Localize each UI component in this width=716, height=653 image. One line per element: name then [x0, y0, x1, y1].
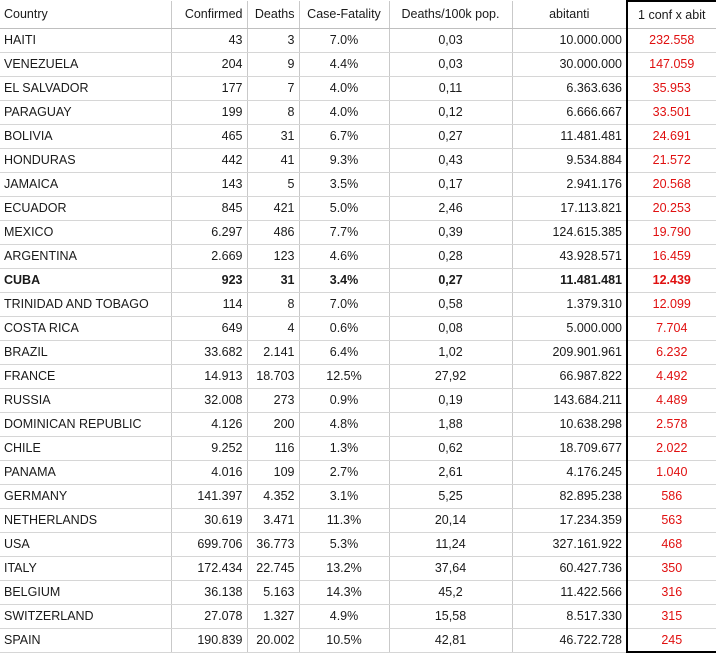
- cell-country: VENEZUELA: [0, 52, 171, 76]
- table-row: [0, 124, 716, 148]
- cell-country: JAMAICA: [0, 172, 171, 196]
- cell-case-fatality: 5.3%: [299, 532, 389, 556]
- cell-case-fatality: 9.3%: [299, 148, 389, 172]
- table-row: [0, 556, 716, 580]
- cell-conf-per-abit: 4.492: [627, 364, 716, 388]
- cell-confirmed: 43: [171, 28, 247, 52]
- cell-confirmed: 141.397: [171, 484, 247, 508]
- cell-deaths: 20.002: [247, 628, 299, 652]
- cell-conf-per-abit: 33.501: [627, 100, 716, 124]
- header-confirmed: Confirmed: [171, 1, 247, 28]
- cell-case-fatality: 4.4%: [299, 52, 389, 76]
- cell-deaths-per-100k: 0,43: [389, 148, 512, 172]
- cell-case-fatality: 4.6%: [299, 244, 389, 268]
- cell-deaths-per-100k: 1,88: [389, 412, 512, 436]
- table-row: [0, 28, 716, 52]
- cell-country: BRAZIL: [0, 340, 171, 364]
- cell-conf-per-abit: 24.691: [627, 124, 716, 148]
- cell-deaths: 200: [247, 412, 299, 436]
- cell-country: CUBA: [0, 268, 171, 292]
- cell-abitanti: 18.709.677: [512, 436, 627, 460]
- cell-country: COSTA RICA: [0, 316, 171, 340]
- cell-abitanti: 11.422.566: [512, 580, 627, 604]
- header-abitanti: abitanti: [512, 1, 627, 28]
- table-row: [0, 532, 716, 556]
- table-row: [0, 52, 716, 76]
- cell-deaths: 31: [247, 268, 299, 292]
- cell-abitanti: 124.615.385: [512, 220, 627, 244]
- cell-deaths: 4: [247, 316, 299, 340]
- cell-deaths: 273: [247, 388, 299, 412]
- cell-deaths-per-100k: 0,08: [389, 316, 512, 340]
- cell-deaths: 5.163: [247, 580, 299, 604]
- cell-country: DOMINICAN REPUBLIC: [0, 412, 171, 436]
- cell-conf-per-abit: 316: [627, 580, 716, 604]
- cell-conf-per-abit: 315: [627, 604, 716, 628]
- cell-country: TRINIDAD AND TOBAGO: [0, 292, 171, 316]
- cell-case-fatality: 4.0%: [299, 100, 389, 124]
- cell-confirmed: 4.126: [171, 412, 247, 436]
- cell-deaths-per-100k: 0,27: [389, 268, 512, 292]
- cell-country: NETHERLANDS: [0, 508, 171, 532]
- cell-conf-per-abit: 468: [627, 532, 716, 556]
- cell-deaths: 9: [247, 52, 299, 76]
- cell-conf-per-abit: 35.953: [627, 76, 716, 100]
- cell-confirmed: 699.706: [171, 532, 247, 556]
- header-case-fatality: Case-Fatality: [299, 1, 389, 28]
- cell-conf-per-abit: 21.572: [627, 148, 716, 172]
- cell-case-fatality: 13.2%: [299, 556, 389, 580]
- cell-conf-per-abit: 232.558: [627, 28, 716, 52]
- cell-deaths: 31: [247, 124, 299, 148]
- cell-case-fatality: 4.8%: [299, 412, 389, 436]
- cell-confirmed: 845: [171, 196, 247, 220]
- table-row: [0, 604, 716, 628]
- cell-confirmed: 14.913: [171, 364, 247, 388]
- cell-country: FRANCE: [0, 364, 171, 388]
- cell-case-fatality: 11.3%: [299, 508, 389, 532]
- cell-case-fatality: 2.7%: [299, 460, 389, 484]
- cell-abitanti: 9.534.884: [512, 148, 627, 172]
- cell-deaths: 36.773: [247, 532, 299, 556]
- cell-confirmed: 6.297: [171, 220, 247, 244]
- cell-deaths-per-100k: 0,03: [389, 28, 512, 52]
- table-row: [0, 220, 716, 244]
- cell-deaths-per-100k: 42,81: [389, 628, 512, 652]
- cell-confirmed: 177: [171, 76, 247, 100]
- cell-conf-per-abit: 12.099: [627, 292, 716, 316]
- table-row: [0, 436, 716, 460]
- cell-confirmed: 649: [171, 316, 247, 340]
- cell-conf-per-abit: 2.022: [627, 436, 716, 460]
- cell-deaths: 8: [247, 292, 299, 316]
- cell-case-fatality: 10.5%: [299, 628, 389, 652]
- cell-abitanti: 10.000.000: [512, 28, 627, 52]
- header-deaths: Deaths: [247, 1, 299, 28]
- cell-deaths: 109: [247, 460, 299, 484]
- cell-country: SPAIN: [0, 628, 171, 652]
- cell-country: BELGIUM: [0, 580, 171, 604]
- cell-abitanti: 4.176.245: [512, 460, 627, 484]
- cell-abitanti: 6.363.636: [512, 76, 627, 100]
- cell-confirmed: 36.138: [171, 580, 247, 604]
- cell-confirmed: 199: [171, 100, 247, 124]
- table-row: [0, 412, 716, 436]
- cell-deaths-per-100k: 2,46: [389, 196, 512, 220]
- cell-country: RUSSIA: [0, 388, 171, 412]
- cell-confirmed: 465: [171, 124, 247, 148]
- cell-deaths: 18.703: [247, 364, 299, 388]
- cell-case-fatality: 3.4%: [299, 268, 389, 292]
- cell-deaths-per-100k: 2,61: [389, 460, 512, 484]
- table-row: [0, 628, 716, 652]
- cell-deaths: 1.327: [247, 604, 299, 628]
- table-row: [0, 580, 716, 604]
- cell-case-fatality: 7.7%: [299, 220, 389, 244]
- cell-case-fatality: 6.4%: [299, 340, 389, 364]
- cell-confirmed: 30.619: [171, 508, 247, 532]
- cell-deaths: 123: [247, 244, 299, 268]
- table-body: [0, 28, 716, 652]
- cell-abitanti: 5.000.000: [512, 316, 627, 340]
- cell-confirmed: 442: [171, 148, 247, 172]
- cell-abitanti: 30.000.000: [512, 52, 627, 76]
- cell-conf-per-abit: 20.253: [627, 196, 716, 220]
- cell-conf-per-abit: 350: [627, 556, 716, 580]
- cell-deaths-per-100k: 0,39: [389, 220, 512, 244]
- table-row: [0, 316, 716, 340]
- cell-deaths: 4.352: [247, 484, 299, 508]
- cell-confirmed: 2.669: [171, 244, 247, 268]
- cell-country: BOLIVIA: [0, 124, 171, 148]
- cell-abitanti: 43.928.571: [512, 244, 627, 268]
- table-row: [0, 508, 716, 532]
- cell-deaths-per-100k: 0,17: [389, 172, 512, 196]
- cell-deaths: 5: [247, 172, 299, 196]
- table-row: [0, 364, 716, 388]
- cell-deaths: 421: [247, 196, 299, 220]
- cell-abitanti: 66.987.822: [512, 364, 627, 388]
- cell-deaths: 8: [247, 100, 299, 124]
- table-row: [0, 268, 716, 292]
- cell-conf-per-abit: 6.232: [627, 340, 716, 364]
- cell-deaths-per-100k: 11,24: [389, 532, 512, 556]
- cell-conf-per-abit: 16.459: [627, 244, 716, 268]
- cell-deaths-per-100k: 0,12: [389, 100, 512, 124]
- cell-country: HAITI: [0, 28, 171, 52]
- table-row: [0, 196, 716, 220]
- cell-confirmed: 172.434: [171, 556, 247, 580]
- cell-abitanti: 10.638.298: [512, 412, 627, 436]
- cell-abitanti: 46.722.728: [512, 628, 627, 652]
- cell-abitanti: 17.234.359: [512, 508, 627, 532]
- cell-country: HONDURAS: [0, 148, 171, 172]
- cell-country: ITALY: [0, 556, 171, 580]
- cell-confirmed: 114: [171, 292, 247, 316]
- cell-conf-per-abit: 563: [627, 508, 716, 532]
- cell-conf-per-abit: 7.704: [627, 316, 716, 340]
- cell-abitanti: 11.481.481: [512, 268, 627, 292]
- cell-country: EL SALVADOR: [0, 76, 171, 100]
- cell-confirmed: 32.008: [171, 388, 247, 412]
- cell-case-fatality: 0.9%: [299, 388, 389, 412]
- cell-conf-per-abit: 4.489: [627, 388, 716, 412]
- cell-deaths-per-100k: 0,28: [389, 244, 512, 268]
- cell-country: SWITZERLAND: [0, 604, 171, 628]
- cell-conf-per-abit: 2.578: [627, 412, 716, 436]
- cell-abitanti: 60.427.736: [512, 556, 627, 580]
- cell-confirmed: 204: [171, 52, 247, 76]
- cell-abitanti: 2.941.176: [512, 172, 627, 196]
- cell-confirmed: 923: [171, 268, 247, 292]
- cell-abitanti: 17.113.821: [512, 196, 627, 220]
- cell-conf-per-abit: 19.790: [627, 220, 716, 244]
- table-row: [0, 76, 716, 100]
- table-row: [0, 172, 716, 196]
- table-row: [0, 388, 716, 412]
- cell-country: CHILE: [0, 436, 171, 460]
- cell-deaths: 486: [247, 220, 299, 244]
- cell-case-fatality: 12.5%: [299, 364, 389, 388]
- cell-case-fatality: 5.0%: [299, 196, 389, 220]
- cell-country: ECUADOR: [0, 196, 171, 220]
- cell-deaths-per-100k: 0,62: [389, 436, 512, 460]
- cell-conf-per-abit: 147.059: [627, 52, 716, 76]
- cell-deaths: 2.141: [247, 340, 299, 364]
- cell-deaths: 41: [247, 148, 299, 172]
- cell-deaths-per-100k: 27,92: [389, 364, 512, 388]
- cell-confirmed: 143: [171, 172, 247, 196]
- table-row: [0, 100, 716, 124]
- cell-abitanti: 6.666.667: [512, 100, 627, 124]
- cell-country: ARGENTINA: [0, 244, 171, 268]
- table-row: [0, 460, 716, 484]
- cell-abitanti: 1.379.310: [512, 292, 627, 316]
- cell-case-fatality: 0.6%: [299, 316, 389, 340]
- cell-deaths-per-100k: 20,14: [389, 508, 512, 532]
- cell-deaths-per-100k: 1,02: [389, 340, 512, 364]
- cell-case-fatality: 7.0%: [299, 28, 389, 52]
- cell-deaths-per-100k: 0,03: [389, 52, 512, 76]
- cell-deaths-per-100k: 0,58: [389, 292, 512, 316]
- cell-country: GERMANY: [0, 484, 171, 508]
- cell-case-fatality: 7.0%: [299, 292, 389, 316]
- cell-deaths-per-100k: 5,25: [389, 484, 512, 508]
- cell-country: USA: [0, 532, 171, 556]
- cell-case-fatality: 4.0%: [299, 76, 389, 100]
- cell-conf-per-abit: 245: [627, 628, 716, 652]
- cell-case-fatality: 4.9%: [299, 604, 389, 628]
- cell-deaths: 7: [247, 76, 299, 100]
- cell-case-fatality: 1.3%: [299, 436, 389, 460]
- cell-abitanti: 8.517.330: [512, 604, 627, 628]
- cell-deaths: 3: [247, 28, 299, 52]
- cell-confirmed: 9.252: [171, 436, 247, 460]
- cell-conf-per-abit: 12.439: [627, 268, 716, 292]
- cell-country: PANAMA: [0, 460, 171, 484]
- cell-deaths-per-100k: 0,19: [389, 388, 512, 412]
- cell-abitanti: 209.901.961: [512, 340, 627, 364]
- cell-confirmed: 190.839: [171, 628, 247, 652]
- cell-case-fatality: 6.7%: [299, 124, 389, 148]
- cell-deaths-per-100k: 37,64: [389, 556, 512, 580]
- cell-deaths-per-100k: 45,2: [389, 580, 512, 604]
- table-row: [0, 244, 716, 268]
- cell-deaths-per-100k: 0,11: [389, 76, 512, 100]
- table-row: [0, 148, 716, 172]
- cell-conf-per-abit: 1.040: [627, 460, 716, 484]
- cell-deaths: 22.745: [247, 556, 299, 580]
- cell-abitanti: 82.895.238: [512, 484, 627, 508]
- header-country: Country: [0, 1, 171, 28]
- cell-case-fatality: 3.1%: [299, 484, 389, 508]
- cell-abitanti: 11.481.481: [512, 124, 627, 148]
- cell-conf-per-abit: 586: [627, 484, 716, 508]
- cell-abitanti: 143.684.211: [512, 388, 627, 412]
- header-row: [0, 1, 716, 28]
- cell-deaths: 116: [247, 436, 299, 460]
- cell-confirmed: 27.078: [171, 604, 247, 628]
- cell-deaths: 3.471: [247, 508, 299, 532]
- table-row: [0, 484, 716, 508]
- cell-abitanti: 327.161.922: [512, 532, 627, 556]
- header-conf-per-abit: 1 conf x abit: [627, 1, 716, 28]
- cell-confirmed: 33.682: [171, 340, 247, 364]
- header-deaths-per-100k: Deaths/100k pop.: [389, 1, 512, 28]
- cell-deaths-per-100k: 0,27: [389, 124, 512, 148]
- cell-case-fatality: 14.3%: [299, 580, 389, 604]
- table-row: [0, 292, 716, 316]
- cell-deaths-per-100k: 15,58: [389, 604, 512, 628]
- cell-country: MEXICO: [0, 220, 171, 244]
- cell-case-fatality: 3.5%: [299, 172, 389, 196]
- table-row: [0, 340, 716, 364]
- cell-conf-per-abit: 20.568: [627, 172, 716, 196]
- cell-country: PARAGUAY: [0, 100, 171, 124]
- cell-confirmed: 4.016: [171, 460, 247, 484]
